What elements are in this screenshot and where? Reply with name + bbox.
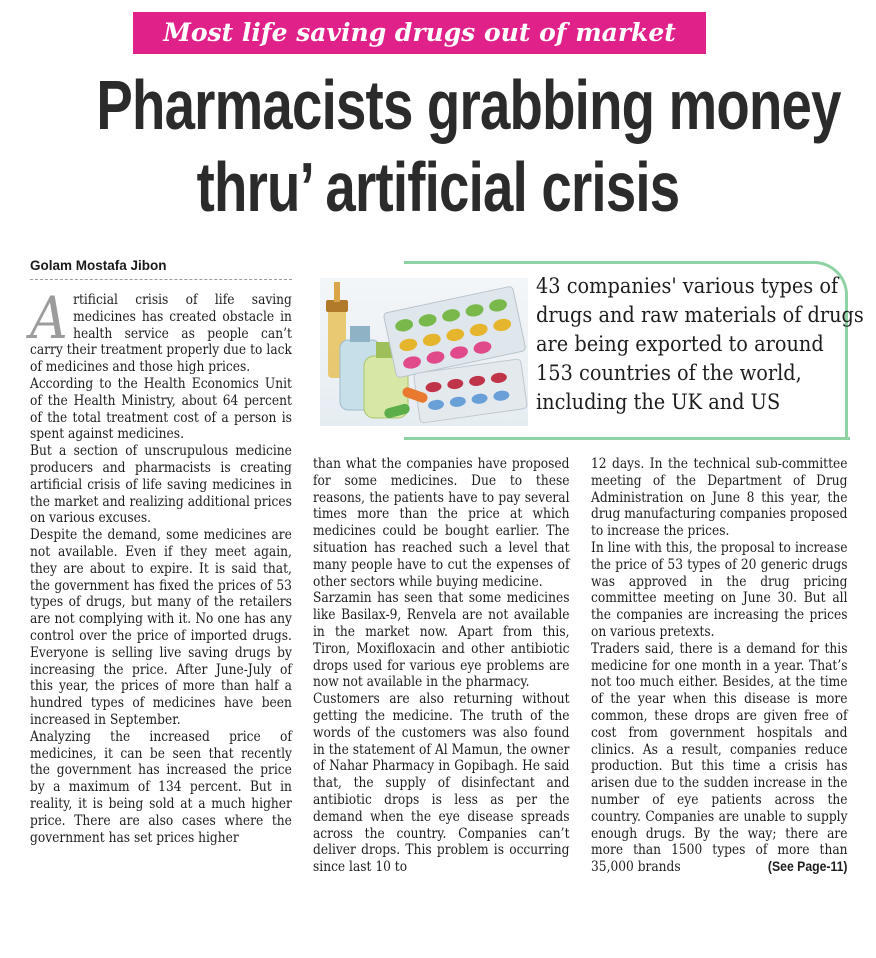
article-column-3 [591, 456, 848, 876]
paragraph: 12 days. In the technical sub-committee meeting of the Department of Drug Administration on June 8 this year, the drug manufacturing companies proposed to increase the prices. [591, 456, 848, 540]
headline-line-2: thru’ artificial crisis [196, 148, 680, 226]
paragraph: Traders said, there is a demand for this medicine for one month in a year. That’s not too much either. Besides, at the time of the year when this disease is more common, these drops are given free of cost from government hospitals and clinics. As a result, companies reduce production. But this time a crisis has arisen due to the sudden increase in the number of eye patients across the country. Companies are unable to supply enough drugs. By the way; there are more than 1500 types of more than 35,000 brands (See Page-11) [591, 640, 848, 876]
highlight-line-3: are being exported to around [536, 332, 824, 356]
article-column-2 [313, 456, 570, 876]
highlight-line-5: including the UK and US [536, 390, 781, 414]
paragraph: In line with this, the proposal to increase the price of 53 types of 20 generic drugs was approved in the drug pricing committee meeting on June 30. But all the companies are increasing the prices on various pretexts. [591, 539, 848, 640]
article-column-1 [30, 284, 292, 846]
headline-line-1: Pharmacists grabbing money [96, 66, 841, 144]
continued-on-page-link: (See Page-11) [767, 859, 848, 875]
paragraph: Sarzamin has seen that some medicines like Basilax-9, Renvela are not available in the market now. Apart from this, Tiron, Moxifloxacin and other antibiotic drops used for various eye problems are now not available in the pharmacy. [313, 590, 570, 691]
paragraph: Despite the demand, some medicines are not available. Even if they meet again, they are about to expire. It is said that, the government has fixed the prices of 53 types of drugs, but many of the retailers are not complying with it. No one has any control over the price of imported drugs. Everyone is selling live saving drugs by increasing the price. After June-July of this year, the prices of more than half a hundred types of medicines have been increased in September. [30, 527, 292, 728]
highlight-line-2: drugs and raw materials of drugs [536, 303, 864, 327]
paragraph: than what the companies have proposed for some medicines. Due to these reasons, the patients have to pay several times more than the price at which medicines could be bought earlier. The situation has reached such a level that many people have to cut the expenses of other sectors while buying medicine. [313, 456, 570, 590]
pills-and-vials-illustration [320, 278, 528, 426]
highlight-line-1: 43 companies' various types of [536, 274, 839, 298]
paragraph: According to the Health Economics Unit of the Health Ministry, about 64 percent of the total treatment cost of a person is spent against medicines. [30, 375, 292, 443]
paragraph: Artificial crisis of life saving medicines has created obstacle in health service as people can’t carry their treatment properly due to lack of medicines and those high prices. [30, 284, 292, 376]
paragraph: Customers are also returning without getting the medicine. The truth of the words of the customers was also found in the statement of Al Mamun, the owner of Nahar Pharmacy in Gopibagh. He said that, the supply of disinfectant and antibiotic drops is less as per the demand when the eye disease spreads across the country. Companies can’t deliver drops. This problem is occurring since last 10 to [313, 691, 570, 876]
headline [96, 64, 841, 228]
highlight-callout [536, 272, 864, 417]
drop-cap: A [30, 284, 68, 352]
highlight-line-4: 153 countries of the world, [536, 361, 802, 385]
paragraph: But a section of unscrupulous medicine producers and pharmacists is creating artificial crisis of life saving medicines in the market and realizing additional prices on various excuses. [30, 443, 292, 527]
kicker-banner: Most life saving drugs out of market [133, 12, 706, 54]
paragraph: Analyzing the increased price of medicines, it can be seen that recently the government has increased the price by a maximum of 134 percent. But in reality, it is being sold at a much higher price. There are also cases where the government has set prices higher [30, 728, 292, 846]
highlight-box-baseline [404, 437, 850, 440]
medicine-photo [320, 278, 528, 426]
byline: Golam Mostafa Jibon [30, 258, 292, 280]
